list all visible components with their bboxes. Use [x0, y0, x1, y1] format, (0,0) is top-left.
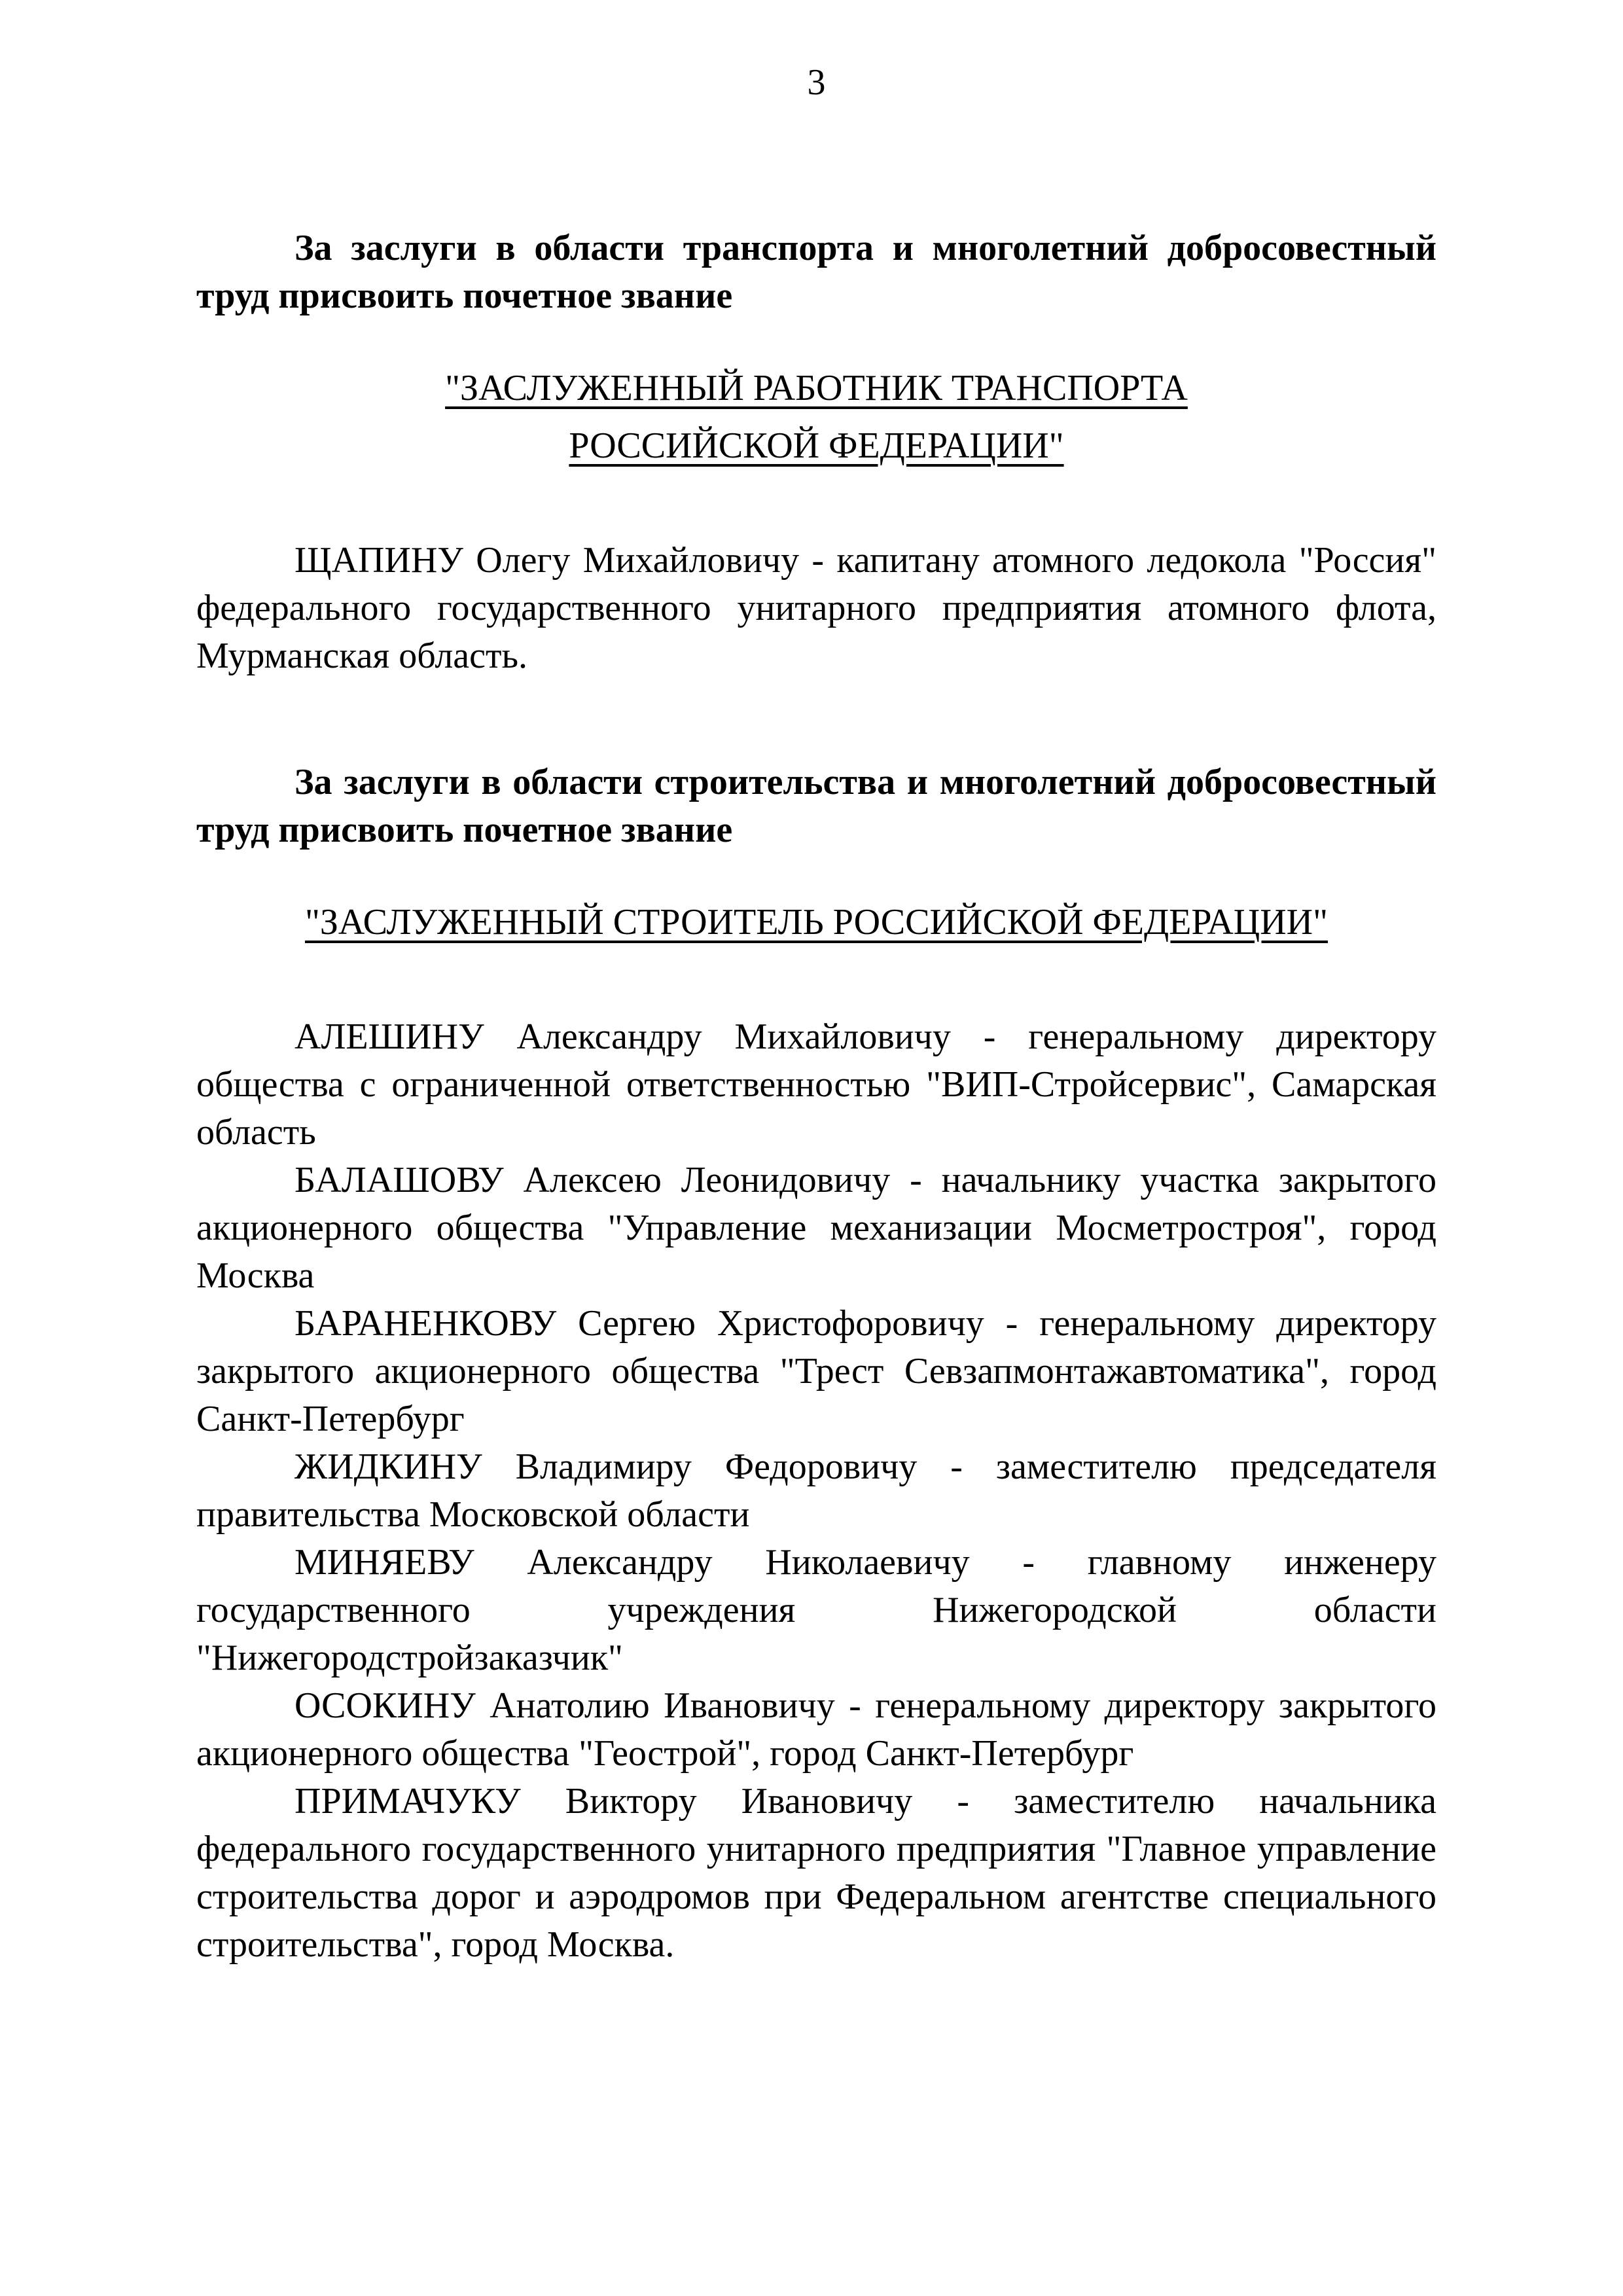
recipient-entry: ПРИМАЧУКУ Виктору Ивановичу - заместителю начальника федерального государственного унитарного предприятия "Главное управление строительства дорог и аэродромов при Федеральном агентстве специального строительства", город Москва.: [196, 1781, 1436, 1965]
recipient-entry: БАЛАШОВУ Алексею Леонидовичу - начальнику участка закрытого акционерного общества "Управление механизации Мосметростроя", город Москва: [196, 1160, 1436, 1296]
honor-title-construction-line-1: "ЗАСЛУЖЕННЫЙ СТРОИТЕЛЬ РОССИЙСКОЙ ФЕДЕРАЦИИ": [305, 902, 1328, 942]
lead-paragraph-construction: За заслуги в области строительства и многолетний добросовестный труд присвоить почетное звание: [196, 762, 1436, 850]
page-number: 3: [807, 62, 826, 103]
recipient-entry: АЛЕШИНУ Александру Михайловичу - генеральному директору общества с ограниченной ответственностью "ВИП-Стройсервис", Самарская область: [196, 1016, 1436, 1153]
honor-title-transport-line-2: РОССИЙСКОЙ ФЕДЕРАЦИИ": [569, 425, 1064, 466]
lead-paragraph-transport: За заслуги в области транспорта и многолетний добросовестный труд присвоить почетное звание: [196, 228, 1436, 316]
recipient-list-transport: [196, 537, 1436, 680]
recipient-entry: ЩАПИНУ Олегу Михайловичу - капитану атомного ледокола "Россия" федерального государственного унитарного предприятия атомного флота, Мурманская область.: [196, 540, 1436, 676]
recipient-list-construction: [196, 1013, 1436, 1969]
recipient-entry: ЖИДКИНУ Владимиру Федоровичу - заместителю председателя правительства Московской области: [196, 1446, 1436, 1535]
honor-title-construction: [196, 893, 1436, 951]
honor-title-transport: [196, 359, 1436, 475]
honor-title-transport-line-1: "ЗАСЛУЖЕННЫЙ РАБОТНИК ТРАНСПОРТА: [445, 368, 1188, 408]
recipient-entry: ОСОКИНУ Анатолию Ивановичу - генеральному директору закрытого акционерного общества "Геострой", город Санкт-Петербург: [196, 1685, 1436, 1774]
recipient-entry: БАРАНЕНКОВУ Сергею Христофоровичу - генеральному директору закрытого акционерного общества "Трест Севзапмонтажавтоматика", город Санкт-Петербург: [196, 1303, 1436, 1439]
recipient-entry: МИНЯЕВУ Александру Николаевичу - главному инженеру государственного учреждения Нижегородской области "Нижегородстройзаказчик": [196, 1542, 1436, 1678]
